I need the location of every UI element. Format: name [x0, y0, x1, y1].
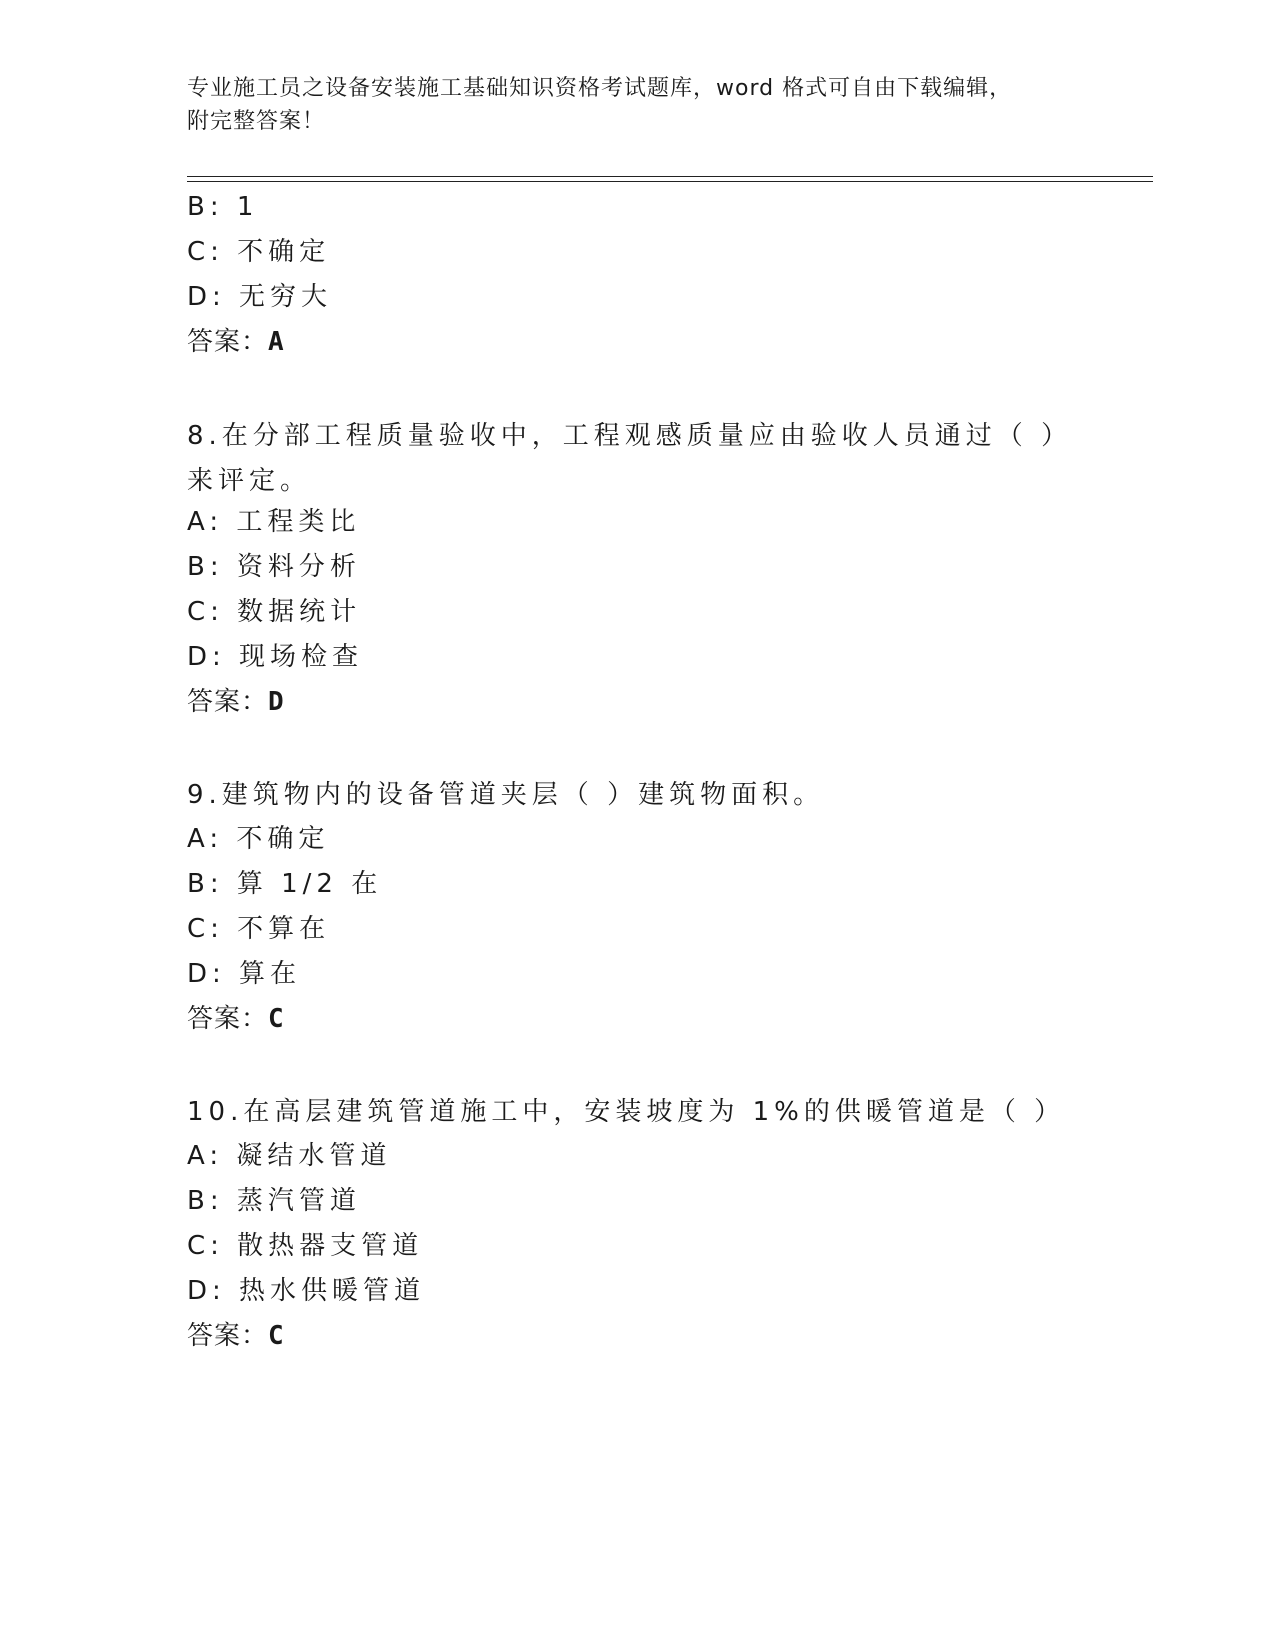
header-line-2: 附完整答案！	[187, 109, 326, 134]
q9-option-c: C: 不算在	[187, 914, 331, 944]
answer-label: 答案：	[187, 1004, 269, 1034]
header-line-1: 专业施工员之设备安装施工基础知识资格考试题库，word 格式可自由下载编辑，	[187, 76, 1013, 101]
answer-value: D	[268, 687, 285, 717]
q10-answer	[187, 1320, 285, 1352]
q8-stem: 8.在分部工程质量验收中，工程观感质量应由验收人员通过（ ）来评定。	[187, 421, 1073, 496]
header-divider-top	[187, 176, 1153, 177]
answer-label: 答案：	[187, 327, 269, 357]
q7-option-c: C: 不确定	[187, 237, 331, 267]
answer-label: 答案：	[187, 687, 269, 717]
header-divider-bottom	[187, 181, 1153, 182]
q10-option-c: C: 散热器支管道	[187, 1231, 424, 1261]
answer-value: C	[268, 1321, 285, 1351]
q9-stem: 9.建筑物内的设备管道夹层（ ）建筑物面积。	[187, 780, 825, 810]
q9-option-b: B: 算 1/2 在	[187, 869, 383, 899]
q8-option-b: B: 资料分析	[187, 552, 361, 582]
q9-option-d: D: 算在	[187, 959, 302, 989]
q7-option-d: D: 无穷大	[187, 282, 333, 312]
q8-option-a: A: 工程类比	[187, 507, 361, 537]
answer-label: 答案：	[187, 1321, 269, 1351]
document-header	[187, 72, 1067, 138]
q10-stem: 10.在高层建筑管道施工中，安装坡度为 1%的供暖管道是（ ）	[187, 1097, 1066, 1127]
q7-answer	[187, 326, 285, 358]
q8-option-c: C: 数据统计	[187, 597, 362, 627]
q9-answer	[187, 1003, 285, 1035]
q10-option-d: D: 热水供暖管道	[187, 1276, 426, 1306]
answer-value: C	[268, 1004, 285, 1034]
q10-option-b: B: 蒸汽管道	[187, 1186, 361, 1216]
q8-answer	[187, 686, 285, 718]
q8-option-d: D: 现场检查	[187, 642, 364, 672]
q7-option-b: B: 1	[187, 192, 259, 222]
q10-option-a: A: 凝结水管道	[187, 1141, 392, 1171]
q9-option-a: A: 不确定	[187, 824, 330, 854]
answer-value: A	[268, 327, 285, 357]
